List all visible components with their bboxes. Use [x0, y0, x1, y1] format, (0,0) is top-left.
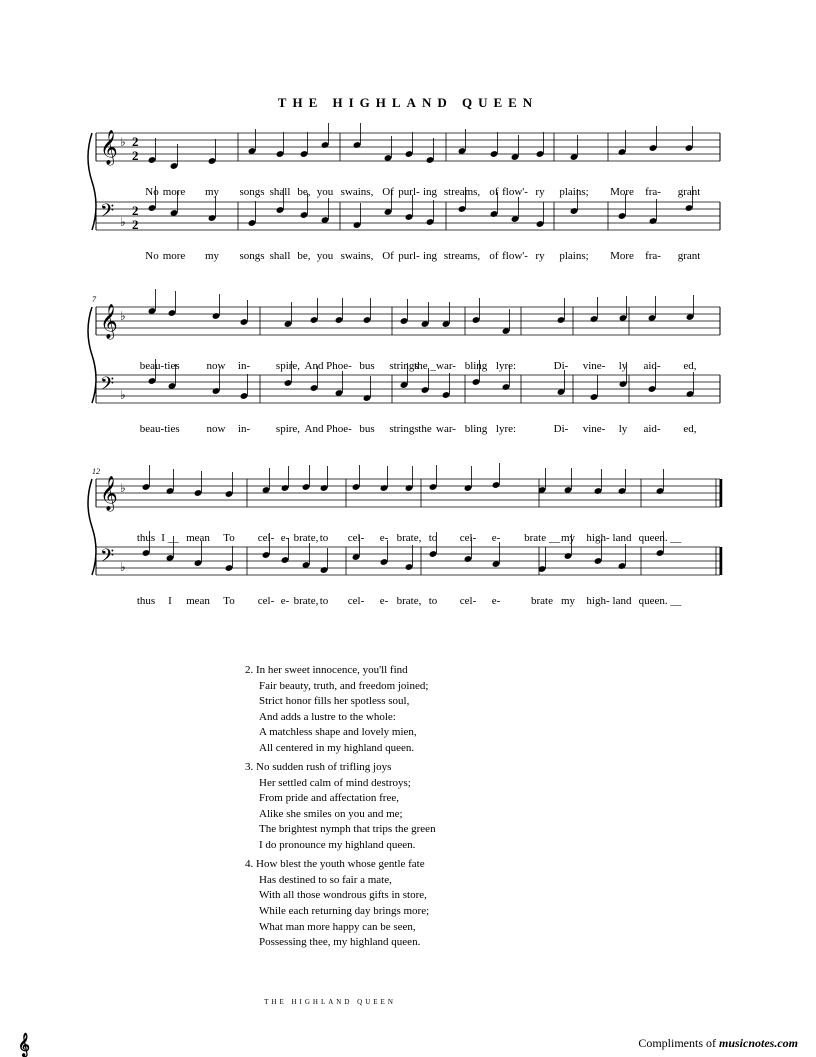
- bass-lyric: land: [612, 595, 632, 607]
- verse-text: All centered in my highland queen.: [259, 741, 415, 754]
- verse-line: [245, 776, 436, 792]
- treble-lyric: brate,: [396, 532, 422, 544]
- bass-lyric: queen. __: [638, 595, 682, 607]
- time-signature-bottom: 2: [132, 217, 139, 232]
- flat-icon: ♭: [120, 481, 126, 495]
- bass-lyric: ed,: [683, 423, 697, 435]
- verse-text: Possessing thee, my highland queen.: [259, 936, 421, 949]
- verse-text: What man more happy can be seen,: [259, 920, 416, 933]
- treble-lyric: you: [316, 186, 334, 198]
- treble-lyric: To: [223, 532, 235, 544]
- verse-text: Has destined to so fair a mate,: [259, 873, 392, 886]
- verse-line: [245, 663, 436, 679]
- bass-lyric: spire,: [275, 423, 301, 435]
- verse-text: From pride and affectation free,: [259, 792, 399, 805]
- treble-lyric: strings: [389, 360, 419, 372]
- treble-lyric: my: [560, 532, 576, 544]
- treble-lyric: land: [612, 532, 632, 544]
- verse-line: [245, 679, 436, 695]
- treble-lyric: spire,: [275, 360, 301, 372]
- bass-lyric: to: [319, 595, 329, 607]
- page-title: THE HIGHLAND QUEEN: [277, 95, 539, 110]
- bass-lyric: to: [428, 595, 438, 607]
- bass-lyric: the: [418, 423, 432, 435]
- bass-lyric: e-: [379, 595, 389, 607]
- treble-lyric: ties: [164, 360, 180, 372]
- treble-lyric: high-: [586, 532, 610, 544]
- verse-line: [245, 791, 436, 807]
- bass-lyric: vine-: [582, 423, 606, 435]
- treble-lyric: now: [206, 360, 226, 372]
- verse-line: [245, 807, 436, 823]
- verse-number: 4.: [245, 858, 256, 871]
- bass-lyric: swains,: [340, 250, 374, 262]
- bass-lyric: thus: [136, 595, 156, 607]
- treble-lyric: in-: [237, 360, 251, 372]
- flat-icon: ♭: [120, 309, 126, 323]
- treble-lyric: purl-: [398, 186, 420, 198]
- flat-icon: ♭: [120, 388, 126, 402]
- bass-lyric: Di-: [553, 423, 569, 435]
- bass-clef-icon: 𝄢: [100, 546, 115, 571]
- verse-line: [245, 760, 436, 776]
- treble-lyric: ry: [535, 186, 545, 198]
- treble-lyric: my: [204, 186, 220, 198]
- treble-lyric: Di-: [553, 360, 569, 372]
- treble-lyric: streams,: [443, 186, 481, 198]
- verse-number: 3.: [245, 761, 256, 774]
- treble-lyric: e-: [280, 532, 290, 544]
- verse-line: [245, 873, 436, 889]
- verse-text: No sudden rush of trifling joys: [256, 761, 392, 774]
- musicnotes-logo-icon: 𝄞: [18, 1034, 30, 1056]
- treble-lyric: Phoe-: [326, 360, 352, 372]
- bass-lyric: war-: [436, 423, 456, 435]
- verse-line: [245, 822, 436, 838]
- treble-lyric: thus: [136, 532, 156, 544]
- verse-text: While each returning day brings more;: [259, 904, 430, 917]
- bass-lyric: be,: [297, 250, 311, 262]
- verse-text: And adds a lustre to the whole:: [259, 710, 396, 723]
- verse-line: [245, 694, 436, 710]
- treble-lyric: More: [610, 186, 634, 198]
- treble-lyric: beau-: [139, 360, 165, 372]
- footer-title: THE HIGHLAND QUEEN: [264, 998, 396, 1006]
- treble-lyric: bus: [359, 360, 375, 372]
- time-signature-bottom: 2: [132, 148, 139, 163]
- treble-lyric: aid-: [643, 360, 661, 372]
- bass-lyric: bling: [464, 423, 488, 435]
- bass-lyric: high-: [586, 595, 610, 607]
- credit-prefix: Compliments of: [638, 1036, 719, 1050]
- treble-lyric: I __: [161, 532, 179, 544]
- bass-lyric: brate: [531, 595, 553, 607]
- credit[interactable]: [638, 1036, 798, 1051]
- bass-lyric: grant: [677, 250, 701, 262]
- verse-line: [245, 888, 436, 904]
- bass-lyric: e-: [491, 595, 501, 607]
- bass-lyric: bus: [359, 423, 375, 435]
- bass-lyric: aid-: [643, 423, 661, 435]
- treble-lyric: ing: [422, 186, 438, 198]
- treble-lyric: be,: [297, 186, 311, 198]
- verse: [245, 760, 436, 854]
- bass-lyric: Phoe-: [326, 423, 352, 435]
- treble-clef-icon: 𝄞: [100, 476, 118, 511]
- treble-lyric: lyre:: [495, 360, 517, 372]
- verse-text: How blest the youth whose gentle fate: [256, 858, 425, 871]
- verse-line: [245, 838, 436, 854]
- treble-lyric: of: [489, 186, 499, 198]
- treble-clef-icon: 𝄞: [100, 304, 118, 339]
- bass-lyric: shall: [269, 250, 291, 262]
- treble-lyric: ed,: [683, 360, 697, 372]
- treble-lyric: songs: [239, 186, 265, 198]
- bass-lyric: plains;: [559, 250, 589, 262]
- treble-lyric: And: [304, 360, 324, 372]
- verse-line: [245, 725, 436, 741]
- verse-line: [245, 935, 436, 951]
- bass-lyric: mean: [186, 595, 210, 607]
- treble-lyric: war-: [436, 360, 456, 372]
- bass-lyric: strings: [389, 423, 419, 435]
- bass-lyric: songs: [239, 250, 265, 262]
- credit-site-link[interactable]: musicnotes.com: [718, 1036, 798, 1050]
- treble-lyric: shall: [269, 186, 291, 198]
- treble-lyric: brate __: [524, 532, 560, 544]
- time-signature-top: 2: [132, 203, 139, 218]
- treble-lyric: plains;: [559, 186, 589, 198]
- treble-lyric: No: [145, 186, 159, 198]
- bass-lyric: e-: [280, 595, 290, 607]
- treble-lyric: to: [428, 532, 438, 544]
- flat-icon: ♭: [120, 135, 126, 149]
- treble-lyric: ly: [618, 360, 628, 372]
- measure-number: 7: [92, 295, 96, 304]
- treble-lyric: grant: [677, 186, 701, 198]
- bass-lyric: ties: [164, 423, 180, 435]
- system-brace: [88, 307, 96, 403]
- bass-lyric: more: [162, 250, 186, 262]
- bass-lyric: my: [560, 595, 576, 607]
- treble-lyric: to: [319, 532, 329, 544]
- bass-lyric: in-: [237, 423, 251, 435]
- bass-lyric: brate,: [293, 595, 319, 607]
- bass-lyric: flow'-: [502, 250, 528, 262]
- verse-number: 2.: [245, 664, 256, 676]
- bass-lyric: Of: [382, 250, 394, 262]
- bass-lyric: purl-: [398, 250, 420, 262]
- verse: [245, 857, 436, 951]
- bass-lyric: streams,: [443, 250, 481, 262]
- treble-lyric: brate,: [293, 532, 319, 544]
- system-brace: [88, 133, 96, 230]
- treble-lyric: cel-: [459, 532, 477, 544]
- bass-lyric: cel-: [257, 595, 275, 607]
- flat-icon: ♭: [120, 560, 126, 574]
- bass-lyric: fra-: [645, 250, 661, 262]
- bass-lyric: To: [223, 595, 235, 607]
- verse-text: The brightest nymph that trips the green: [259, 823, 436, 836]
- treble-lyric: fra-: [645, 186, 661, 198]
- bass-lyric: brate,: [396, 595, 422, 607]
- treble-lyric: mean: [186, 532, 210, 544]
- bass-lyric: now: [206, 423, 226, 435]
- treble-lyric: e-: [491, 532, 501, 544]
- bass-lyric: cel-: [347, 595, 365, 607]
- verse-text: Her settled calm of mind destroys;: [259, 776, 411, 789]
- flat-icon: ♭: [120, 215, 126, 229]
- verse-text: A matchless shape and lovely mien,: [259, 726, 417, 739]
- bass-lyric: I: [168, 595, 172, 607]
- verse-line: [245, 920, 436, 936]
- treble-lyric: more: [162, 186, 186, 198]
- bass-clef-icon: 𝄢: [100, 374, 115, 399]
- treble-clef-icon: 𝄞: [100, 130, 118, 165]
- bass-lyric: ly: [618, 423, 628, 435]
- verse-text: Strict honor fills her spotless soul,: [259, 695, 410, 708]
- treble-lyric: queen. __: [638, 532, 682, 544]
- verse-text: With all those wondrous gifts in store,: [259, 889, 427, 902]
- bass-lyric: ry: [535, 250, 545, 262]
- verse-line: [245, 857, 436, 873]
- verse: [245, 663, 436, 757]
- bass-lyric: you: [316, 250, 334, 262]
- treble-lyric: bling: [464, 360, 488, 372]
- verse-line: [245, 904, 436, 920]
- verse-text: I do pronounce my highland queen.: [259, 839, 416, 852]
- treble-lyric: the _: [414, 360, 436, 372]
- treble-lyric: vine-: [582, 360, 606, 372]
- treble-lyric: flow'-: [502, 186, 528, 198]
- bass-lyric: No: [145, 250, 159, 262]
- verses: [245, 663, 436, 954]
- treble-lyric: swains,: [340, 186, 374, 198]
- verse-line: [245, 710, 436, 726]
- treble-lyric: cel-: [347, 532, 365, 544]
- bass-lyric: of: [489, 250, 499, 262]
- verse-line: [245, 741, 436, 757]
- system-brace: [88, 479, 96, 575]
- bass-lyric: my: [204, 250, 220, 262]
- bass-lyric: lyre:: [495, 423, 517, 435]
- verse-text: In her sweet innocence, you'll find: [256, 664, 408, 676]
- time-signature-top: 2: [132, 134, 139, 149]
- verse-text: Fair beauty, truth, and freedom joined;: [259, 679, 429, 692]
- treble-lyric: Of: [382, 186, 394, 198]
- bass-lyric: cel-: [459, 595, 477, 607]
- verse-text: Alike she smiles on you and me;: [259, 807, 403, 820]
- bass-lyric: beau-: [139, 423, 165, 435]
- bass-lyric: ing: [422, 250, 438, 262]
- bass-lyric: And: [304, 423, 324, 435]
- bass-lyric: More: [610, 250, 634, 262]
- measure-number: 12: [92, 467, 100, 476]
- treble-lyric: e-: [379, 532, 389, 544]
- treble-lyric: cel-: [257, 532, 275, 544]
- bass-clef-icon: 𝄢: [100, 201, 115, 226]
